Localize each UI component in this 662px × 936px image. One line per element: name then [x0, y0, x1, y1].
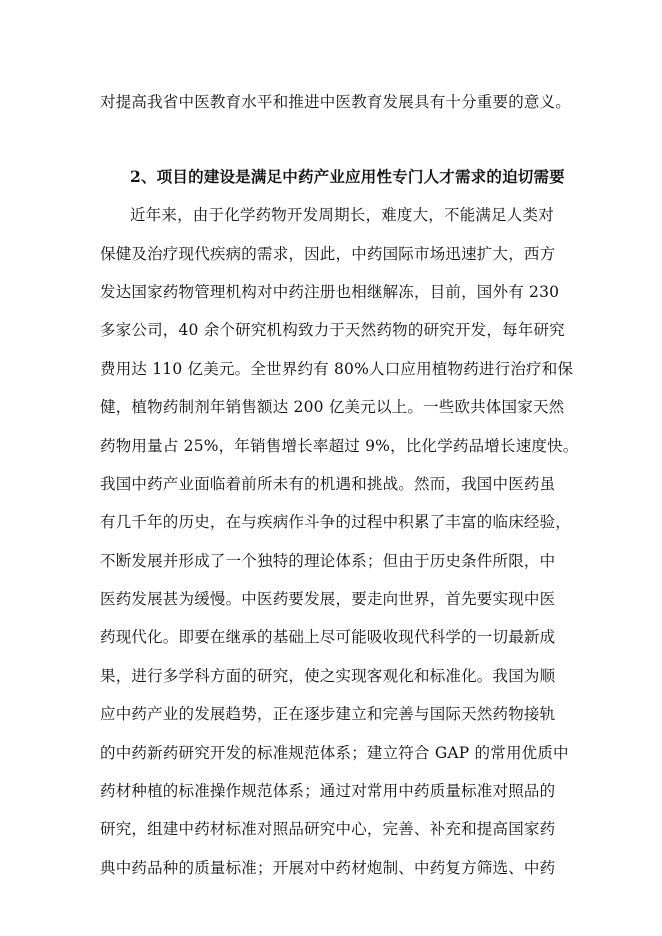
paragraph-line: 我国中药产业面临着前所未有的机遇和挑战。然而，我国中医药虽 — [100, 475, 556, 493]
paragraph-line: 药物用量占 25%，年销售增长率超过 9%，比化学药品增长速度快。 — [100, 437, 579, 455]
paragraph-line: 研究，组建中药材标准对照品研究中心，完善、补充和提高国家药 — [100, 820, 556, 838]
paragraph-line: 应中药产业的发展趋势，正在逐步建立和完善与国际天然药物接轨 — [100, 705, 556, 723]
paragraph-line: 保健及治疗现代疾病的需求，因此，中药国际市场迅速扩大，西方 — [100, 245, 556, 263]
paragraph-line: 的中药新药研究开发的标准规范体系；建立符合 GAP 的常用优质中 — [100, 744, 569, 762]
paragraph-line: 发达国家药物管理机构对中药注册也相继解冻，目前，国外有 230 — [100, 283, 560, 301]
paragraph-line: 近年来，由于化学药物开发周期长，难度大，不能满足人类对 — [130, 206, 554, 224]
paragraph-line: 医药发展甚为缓慢。中医药要发展，要走向世界，首先要实现中医 — [100, 590, 556, 608]
paragraph-line: 健，植物药制剂年销售额达 200 亿美元以上。一些欧共体国家天然 — [100, 398, 565, 416]
intro-paragraph-line: 对提高我省中医教育水平和推进中医教育发展具有十分重要的意义。 — [100, 93, 572, 111]
paragraph-line: 果，进行多学科方面的研究，使之实现客观化和标准化。我国为顺 — [100, 667, 556, 685]
paragraph-line: 典中药品种的质量标准；开展对中药材炮制、中药复方筛选、中药 — [100, 859, 556, 877]
paragraph-line: 费用达 110 亿美元。全世界约有 80%人口应用植物药进行治疗和保 — [100, 360, 574, 378]
section-heading: 2、项目的建设是满足中药产业应用性专门人才需求的迫切需要 — [130, 167, 565, 186]
paragraph-line: 不断发展并形成了一个独特的理论体系；但由于历史条件所限，中 — [100, 552, 556, 570]
paragraph-line: 多家公司，40 余个研究机构致力于天然药物的研究开发，每年研究 — [100, 321, 565, 339]
paragraph-line: 药材种植的标准操作规范体系；通过对常用中药质量标准对照品的 — [100, 782, 556, 800]
paragraph-line: 药现代化。即要在继承的基础上尽可能吸收现代科学的一切最新成 — [100, 628, 556, 646]
paragraph-line: 有几千年的历史，在与疾病作斗争的过程中积累了丰富的临床经验， — [100, 513, 572, 531]
